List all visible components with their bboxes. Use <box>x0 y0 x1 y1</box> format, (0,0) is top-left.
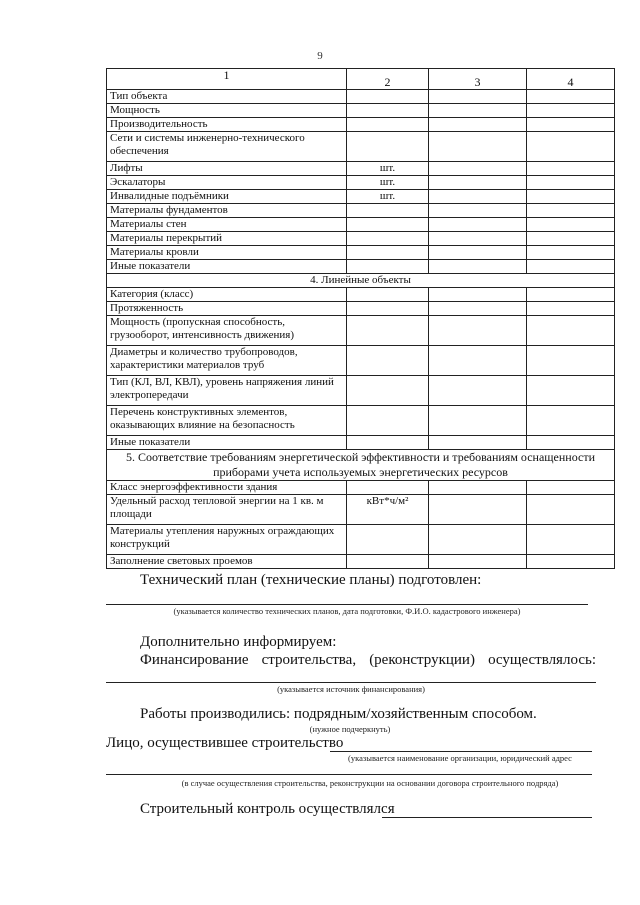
table-row <box>107 346 615 376</box>
row-value <box>429 176 527 190</box>
builder-label: Лицо, осуществившее строительство <box>106 735 344 751</box>
table-row <box>107 232 615 246</box>
row-label: Класс энергоэффективности здания <box>107 481 347 495</box>
row-value <box>429 246 527 260</box>
row-unit <box>347 316 429 346</box>
row-label: Перечень конструктивных элементов, оказывающих влияние на безопасность <box>107 406 347 436</box>
works-label: Работы производились: подрядным/хозяйственным способом. <box>140 706 537 722</box>
table-row <box>107 406 615 436</box>
row-unit <box>347 346 429 376</box>
row-value <box>527 104 615 118</box>
financing-word: осуществлялось: <box>488 652 596 668</box>
table-row <box>107 376 615 406</box>
table-row <box>107 495 615 525</box>
row-value <box>429 406 527 436</box>
construction-control-line <box>382 817 592 818</box>
contract-line <box>106 774 592 775</box>
row-value <box>429 204 527 218</box>
table-row <box>107 118 615 132</box>
row-value <box>429 302 527 316</box>
financing-word: (реконструкции) <box>369 652 475 668</box>
row-label: Материалы утепления наружных ограждающих конструкций <box>107 525 347 555</box>
financing-word: Финансирование <box>140 652 249 668</box>
row-label: Удельный расход тепловой энергии на 1 кв. м площади <box>107 495 347 525</box>
financing-line <box>140 652 596 669</box>
row-value <box>429 162 527 176</box>
tech-plan-line <box>106 604 588 605</box>
row-label: Категория (класс) <box>107 288 347 302</box>
table-header-row <box>107 69 615 90</box>
row-unit <box>347 246 429 260</box>
table-row <box>107 288 615 302</box>
row-label: Сети и системы инженерно-технического обеспечения <box>107 132 347 162</box>
row-unit <box>347 525 429 555</box>
row-unit <box>347 555 429 569</box>
table-row <box>107 260 615 274</box>
row-value <box>429 376 527 406</box>
row-value <box>429 525 527 555</box>
row-value <box>527 90 615 104</box>
row-label: Иные показатели <box>107 436 347 450</box>
table-row <box>107 190 615 204</box>
row-label: Диаметры и количество трубопроводов, характеристики материалов труб <box>107 346 347 376</box>
row-label: Тип (КЛ, ВЛ, КВЛ), уровень напряжения линий электропередачи <box>107 376 347 406</box>
row-value <box>527 288 615 302</box>
column-header-4: 4 <box>527 69 615 90</box>
row-value <box>527 190 615 204</box>
row-value <box>429 346 527 376</box>
row-unit <box>347 288 429 302</box>
row-unit <box>347 376 429 406</box>
row-value <box>527 260 615 274</box>
row-unit <box>347 118 429 132</box>
row-value <box>429 436 527 450</box>
contract-note: (в случае осуществления строительства, реконструкции на основании договора строительного подряда) <box>181 778 559 788</box>
row-unit <box>347 406 429 436</box>
construction-control-label: Строительный контроль осуществлялся <box>140 801 395 817</box>
row-value <box>429 555 527 569</box>
table-row <box>107 204 615 218</box>
row-value <box>527 495 615 525</box>
row-value <box>527 525 615 555</box>
row-value <box>429 104 527 118</box>
row-value <box>527 346 615 376</box>
page-number: 9 <box>317 50 323 62</box>
section-5-title: 5. Соответствие требованиям энергетической эффективности и требованиям оснащенности приборами учета используемых энергетических ресурсов <box>107 450 615 481</box>
table-row <box>107 555 615 569</box>
row-value <box>527 232 615 246</box>
additional-info-label: Дополнительно информируем: <box>140 634 337 650</box>
financing-note: (указывается источник финансирования) <box>277 684 425 694</box>
row-value <box>527 481 615 495</box>
row-label: Лифты <box>107 162 347 176</box>
row-value <box>527 436 615 450</box>
row-unit <box>347 204 429 218</box>
table-row <box>107 436 615 450</box>
row-unit <box>347 104 429 118</box>
table-row <box>107 246 615 260</box>
table-row <box>107 218 615 232</box>
row-value <box>429 481 527 495</box>
table-row <box>107 162 615 176</box>
builder-line <box>330 751 592 752</box>
row-value <box>429 90 527 104</box>
row-unit <box>347 132 429 162</box>
row-unit <box>347 232 429 246</box>
row-unit: кВт*ч/м² <box>347 495 429 525</box>
row-value <box>429 288 527 302</box>
row-label: Материалы кровли <box>107 246 347 260</box>
row-value <box>429 495 527 525</box>
row-label: Материалы стен <box>107 218 347 232</box>
builder-note: (указывается наименование организации, юридический адрес <box>348 753 572 763</box>
row-unit: шт. <box>347 190 429 204</box>
table-row <box>107 176 615 190</box>
row-value <box>527 302 615 316</box>
row-unit: шт. <box>347 176 429 190</box>
row-unit <box>347 436 429 450</box>
table-row <box>107 90 615 104</box>
row-value <box>527 162 615 176</box>
table-row <box>107 302 615 316</box>
row-unit <box>347 218 429 232</box>
row-value <box>527 406 615 436</box>
financing-source-line <box>106 682 596 683</box>
row-unit <box>347 90 429 104</box>
tech-plan-label: Технический план (технические планы) подготовлен: <box>140 572 482 588</box>
row-label: Материалы перекрытий <box>107 232 347 246</box>
row-unit <box>347 481 429 495</box>
row-label: Иные показатели <box>107 260 347 274</box>
section-5-row <box>107 450 615 481</box>
tech-plan-note: (указывается количество технических планов, дата подготовки, Ф.И.О. кадастрового инженера) <box>173 606 521 616</box>
table-row <box>107 316 615 346</box>
column-header-3: 3 <box>429 69 527 90</box>
row-value <box>527 376 615 406</box>
table-row <box>107 132 615 162</box>
row-value <box>527 204 615 218</box>
row-value <box>429 132 527 162</box>
row-value <box>429 260 527 274</box>
row-value <box>429 118 527 132</box>
row-value <box>527 132 615 162</box>
row-label: Тип объекта <box>107 90 347 104</box>
row-value <box>429 316 527 346</box>
works-note: (нужное подчеркнуть) <box>309 724 391 734</box>
row-label: Производительность <box>107 118 347 132</box>
section-4-row <box>107 274 615 288</box>
column-header-2: 2 <box>347 69 429 90</box>
row-label: Заполнение световых проемов <box>107 555 347 569</box>
row-unit: шт. <box>347 162 429 176</box>
table-row <box>107 481 615 495</box>
row-value <box>527 316 615 346</box>
row-value <box>527 176 615 190</box>
table-row <box>107 525 615 555</box>
row-label: Эскалаторы <box>107 176 347 190</box>
row-value <box>527 246 615 260</box>
object-characteristics-table <box>106 68 615 569</box>
column-header-1: 1 <box>107 69 347 90</box>
row-unit <box>347 260 429 274</box>
row-label: Протяженность <box>107 302 347 316</box>
row-label: Мощность <box>107 104 347 118</box>
row-value <box>429 190 527 204</box>
row-label: Мощность (пропускная способность, грузооборот, интенсивность движения) <box>107 316 347 346</box>
row-value <box>527 555 615 569</box>
row-value <box>429 218 527 232</box>
row-label: Инвалидные подъёмники <box>107 190 347 204</box>
row-label: Материалы фундаментов <box>107 204 347 218</box>
row-unit <box>347 302 429 316</box>
row-value <box>429 232 527 246</box>
row-value <box>527 118 615 132</box>
table-row <box>107 104 615 118</box>
row-value <box>527 218 615 232</box>
financing-word: строительства, <box>261 652 357 668</box>
section-4-title: 4. Линейные объекты <box>107 274 615 288</box>
